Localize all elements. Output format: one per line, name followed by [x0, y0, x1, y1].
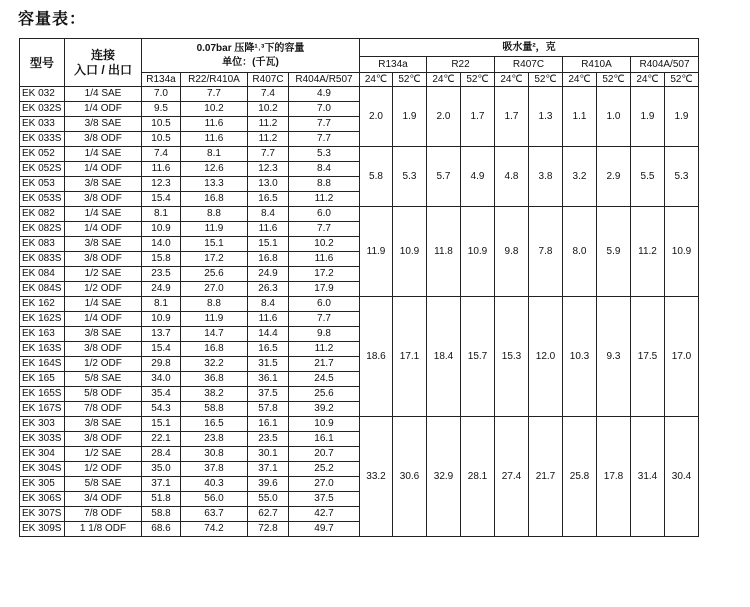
water-r134a-52-cell: 10.9 — [393, 207, 427, 297]
capacity-r404a-r507-cell: 24.5 — [289, 372, 360, 387]
connection-cell: 1/4 ODF — [65, 102, 142, 117]
capacity-r134a-cell: 15.8 — [142, 252, 181, 267]
connection-cell: 1/4 ODF — [65, 162, 142, 177]
capacity-r22-r410a-cell: 15.1 — [181, 237, 248, 252]
capacity-r134a-cell: 22.1 — [142, 432, 181, 447]
capacity-r134a-cell: 9.5 — [142, 102, 181, 117]
page-title: 容量表： — [18, 9, 87, 28]
capacity-r404a-r507-cell: 6.0 — [289, 207, 360, 222]
capacity-r22-r410a-cell: 30.8 — [181, 447, 248, 462]
cap-ref-r134a: R134a — [142, 73, 181, 87]
water-r404a-52-cell: 10.9 — [665, 207, 699, 297]
connection-cell: 1/2 SAE — [65, 447, 142, 462]
model-cell: EK 033S — [20, 132, 65, 147]
capacity-r22-r410a-cell: 11.9 — [181, 222, 248, 237]
capacity-r404a-r507-cell: 10.9 — [289, 417, 360, 432]
capacity-r404a-r507-cell: 16.1 — [289, 432, 360, 447]
capacity-r407c-cell: 23.5 — [248, 432, 289, 447]
capacity-r134a-cell: 37.1 — [142, 477, 181, 492]
capacity-r134a-cell: 58.8 — [142, 507, 181, 522]
temp-24: 24℃ — [427, 73, 461, 87]
capacity-r134a-cell: 54.3 — [142, 402, 181, 417]
connection-cell: 3/8 SAE — [65, 327, 142, 342]
capacity-r407c-cell: 8.4 — [248, 207, 289, 222]
connection-cell: 3/4 ODF — [65, 492, 142, 507]
connection-cell: 3/8 SAE — [65, 237, 142, 252]
capacity-r407c-cell: 11.2 — [248, 117, 289, 132]
capacity-r404a-r507-cell: 9.8 — [289, 327, 360, 342]
capacity-r134a-cell: 14.0 — [142, 237, 181, 252]
cap-ref-r407c: R407C — [248, 73, 289, 87]
connection-header-text: 连接 入口 / 出口 — [73, 47, 132, 77]
connection-cell: 5/8 SAE — [65, 477, 142, 492]
model-cell: EK 084S — [20, 282, 65, 297]
capacity-r22-r410a-cell: 32.2 — [181, 357, 248, 372]
capacity-r134a-cell: 15.4 — [142, 342, 181, 357]
model-cell: EK 307S — [20, 507, 65, 522]
capacity-r134a-cell: 12.3 — [142, 177, 181, 192]
connection-cell: 1/4 ODF — [65, 312, 142, 327]
water-r404a-52-cell: 5.3 — [665, 147, 699, 207]
capacity-r22-r410a-cell: 13.3 — [181, 177, 248, 192]
water-r134a-52-cell: 30.6 — [393, 417, 427, 537]
water-header: 吸水量²，克 — [360, 39, 699, 57]
capacity-r404a-r507-cell: 21.7 — [289, 357, 360, 372]
capacity-r22-r410a-cell: 27.0 — [181, 282, 248, 297]
connection-cell: 3/8 ODF — [65, 432, 142, 447]
capacity-r404a-r507-cell: 20.7 — [289, 447, 360, 462]
model-cell: EK 053S — [20, 192, 65, 207]
capacity-r134a-cell: 23.5 — [142, 267, 181, 282]
capacity-r404a-r507-cell: 10.2 — [289, 237, 360, 252]
capacity-table-body — [20, 87, 699, 537]
capacity-r407c-cell: 14.4 — [248, 327, 289, 342]
water-r22-52-cell: 4.9 — [461, 147, 495, 207]
water-r22-24-cell: 18.4 — [427, 297, 461, 417]
cap-ref-r22: R22/R410A — [181, 73, 248, 87]
connection-cell: 3/8 SAE — [65, 417, 142, 432]
capacity-r134a-cell: 10.9 — [142, 222, 181, 237]
temp-24: 24℃ — [631, 73, 665, 87]
water-r22-52-cell: 10.9 — [461, 207, 495, 297]
capacity-r407c-cell: 8.4 — [248, 297, 289, 312]
connection-cell: 1/4 SAE — [65, 297, 142, 312]
capacity-r404a-r507-cell: 42.7 — [289, 507, 360, 522]
water-r22-52-cell: 1.7 — [461, 87, 495, 147]
capacity-r407c-cell: 11.6 — [248, 222, 289, 237]
capacity-r134a-cell: 68.6 — [142, 522, 181, 537]
capacity-r407c-cell: 36.1 — [248, 372, 289, 387]
water-ref-r404a: R404A/507 — [631, 57, 699, 73]
water-r134a-52-cell: 5.3 — [393, 147, 427, 207]
model-cell: EK 053 — [20, 177, 65, 192]
capacity-r134a-cell: 7.0 — [142, 87, 181, 102]
water-r134a-24-cell: 5.8 — [360, 147, 393, 207]
connection-cell: 3/8 SAE — [65, 177, 142, 192]
water-r404a-52-cell: 17.0 — [665, 297, 699, 417]
capacity-r404a-r507-cell: 7.7 — [289, 132, 360, 147]
table-row — [20, 297, 699, 312]
capacity-r134a-cell: 34.0 — [142, 372, 181, 387]
capacity-r407c-cell: 16.8 — [248, 252, 289, 267]
capacity-r404a-r507-cell: 7.7 — [289, 312, 360, 327]
water-r404a-24-cell: 17.5 — [631, 297, 665, 417]
model-header: 型号 — [20, 39, 65, 87]
temp-52: 52℃ — [393, 73, 427, 87]
temp-52: 52℃ — [597, 73, 631, 87]
capacity-r404a-r507-cell: 8.8 — [289, 177, 360, 192]
capacity-r407c-cell: 15.1 — [248, 237, 289, 252]
capacity-r407c-cell: 7.4 — [248, 87, 289, 102]
temp-24: 24℃ — [495, 73, 529, 87]
connection-cell: 3/8 ODF — [65, 132, 142, 147]
capacity-unit: 单位：(千瓦) — [222, 56, 279, 68]
capacity-r22-r410a-cell: 11.6 — [181, 117, 248, 132]
water-ref-r134a: R134a — [360, 57, 427, 73]
capacity-r407c-cell: 11.2 — [248, 132, 289, 147]
capacity-r134a-cell: 35.4 — [142, 387, 181, 402]
capacity-r407c-cell: 57.8 — [248, 402, 289, 417]
water-r134a-52-cell: 17.1 — [393, 297, 427, 417]
capacity-r22-r410a-cell: 36.8 — [181, 372, 248, 387]
water-r410a-52-cell: 17.8 — [597, 417, 631, 537]
water-r407c-52-cell: 21.7 — [529, 417, 563, 537]
capacity-r134a-cell: 8.1 — [142, 207, 181, 222]
capacity-r407c-cell: 16.1 — [248, 417, 289, 432]
water-r410a-24-cell: 10.3 — [563, 297, 597, 417]
connection-cell: 1/2 ODF — [65, 357, 142, 372]
water-r404a-24-cell: 11.2 — [631, 207, 665, 297]
capacity-r407c-cell: 39.6 — [248, 477, 289, 492]
capacity-r407c-cell: 16.5 — [248, 192, 289, 207]
capacity-r134a-cell: 10.5 — [142, 132, 181, 147]
capacity-r22-r410a-cell: 40.3 — [181, 477, 248, 492]
capacity-r22-r410a-cell: 23.8 — [181, 432, 248, 447]
capacity-r407c-cell: 12.3 — [248, 162, 289, 177]
water-r407c-52-cell: 3.8 — [529, 147, 563, 207]
water-r134a-24-cell: 33.2 — [360, 417, 393, 537]
capacity-r134a-cell: 24.9 — [142, 282, 181, 297]
capacity-r22-r410a-cell: 63.7 — [181, 507, 248, 522]
table-row — [20, 147, 699, 162]
water-ref-r22: R22 — [427, 57, 495, 73]
connection-cell: 1/2 ODF — [65, 462, 142, 477]
water-r404a-52-cell: 30.4 — [665, 417, 699, 537]
capacity-r407c-cell: 26.3 — [248, 282, 289, 297]
capacity-title: 0.07bar 压降¹˒³下的容量 — [196, 42, 305, 54]
capacity-r404a-r507-cell: 25.2 — [289, 462, 360, 477]
water-r407c-52-cell: 12.0 — [529, 297, 563, 417]
capacity-r404a-r507-cell: 17.2 — [289, 267, 360, 282]
connection-cell: 3/8 ODF — [65, 342, 142, 357]
model-cell: EK 305 — [20, 477, 65, 492]
capacity-r22-r410a-cell: 8.8 — [181, 207, 248, 222]
table-row — [20, 207, 699, 222]
capacity-r404a-r507-cell: 7.0 — [289, 102, 360, 117]
capacity-r407c-cell: 37.1 — [248, 462, 289, 477]
capacity-r22-r410a-cell: 16.8 — [181, 192, 248, 207]
capacity-r134a-cell: 28.4 — [142, 447, 181, 462]
capacity-r22-r410a-cell: 16.5 — [181, 417, 248, 432]
capacity-r134a-cell: 8.1 — [142, 297, 181, 312]
water-r22-24-cell: 5.7 — [427, 147, 461, 207]
model-cell: EK 165S — [20, 387, 65, 402]
model-cell: EK 082S — [20, 222, 65, 237]
capacity-r22-r410a-cell: 10.2 — [181, 102, 248, 117]
water-ref-r407c: R407C — [495, 57, 563, 73]
connection-cell: 7/8 ODF — [65, 507, 142, 522]
water-r410a-52-cell: 5.9 — [597, 207, 631, 297]
water-r22-24-cell: 2.0 — [427, 87, 461, 147]
capacity-r134a-cell: 7.4 — [142, 147, 181, 162]
connection-cell: 1/2 ODF — [65, 282, 142, 297]
capacity-r404a-r507-cell: 7.7 — [289, 222, 360, 237]
connection-cell: 1/4 SAE — [65, 207, 142, 222]
capacity-r22-r410a-cell: 12.6 — [181, 162, 248, 177]
capacity-r407c-cell: 30.1 — [248, 447, 289, 462]
model-cell: EK 162S — [20, 312, 65, 327]
model-cell: EK 309S — [20, 522, 65, 537]
capacity-table — [19, 38, 699, 537]
capacity-r404a-r507-cell: 4.9 — [289, 87, 360, 102]
water-r410a-52-cell: 1.0 — [597, 87, 631, 147]
capacity-r404a-r507-cell: 25.6 — [289, 387, 360, 402]
water-r22-52-cell: 28.1 — [461, 417, 495, 537]
model-cell: EK 165 — [20, 372, 65, 387]
model-cell: EK 304 — [20, 447, 65, 462]
capacity-r407c-cell: 16.5 — [248, 342, 289, 357]
capacity-r22-r410a-cell: 37.8 — [181, 462, 248, 477]
water-r134a-24-cell: 2.0 — [360, 87, 393, 147]
capacity-r134a-cell: 13.7 — [142, 327, 181, 342]
water-r410a-24-cell: 1.1 — [563, 87, 597, 147]
capacity-r134a-cell: 35.0 — [142, 462, 181, 477]
table-row — [20, 87, 699, 102]
capacity-r407c-cell: 11.6 — [248, 312, 289, 327]
water-r410a-52-cell: 9.3 — [597, 297, 631, 417]
connection-cell: 3/8 ODF — [65, 252, 142, 267]
capacity-r404a-r507-cell: 17.9 — [289, 282, 360, 297]
model-cell: EK 032S — [20, 102, 65, 117]
model-cell: EK 052 — [20, 147, 65, 162]
capacity-r404a-r507-cell: 5.3 — [289, 147, 360, 162]
table-row — [20, 417, 699, 432]
model-cell: EK 052S — [20, 162, 65, 177]
capacity-r407c-cell: 24.9 — [248, 267, 289, 282]
capacity-r134a-cell: 15.4 — [142, 192, 181, 207]
capacity-header — [142, 39, 360, 73]
capacity-r404a-r507-cell: 8.4 — [289, 162, 360, 177]
water-r404a-52-cell: 1.9 — [665, 87, 699, 147]
cap-ref-r404a: R404A/R507 — [289, 73, 360, 87]
connection-cell: 7/8 ODF — [65, 402, 142, 417]
connection-cell: 1/4 SAE — [65, 87, 142, 102]
connection-cell: 1/4 SAE — [65, 147, 142, 162]
temp-52: 52℃ — [665, 73, 699, 87]
capacity-r22-r410a-cell: 16.8 — [181, 342, 248, 357]
connection-cell: 3/8 SAE — [65, 117, 142, 132]
connection-header — [65, 39, 142, 87]
model-cell: EK 164S — [20, 357, 65, 372]
water-r410a-24-cell: 25.8 — [563, 417, 597, 537]
capacity-r22-r410a-cell: 56.0 — [181, 492, 248, 507]
model-cell: EK 084 — [20, 267, 65, 282]
capacity-r22-r410a-cell: 11.6 — [181, 132, 248, 147]
water-r407c-24-cell: 27.4 — [495, 417, 529, 537]
capacity-r22-r410a-cell: 58.8 — [181, 402, 248, 417]
connection-cell: 5/8 SAE — [65, 372, 142, 387]
water-r22-52-cell: 15.7 — [461, 297, 495, 417]
capacity-r407c-cell: 37.5 — [248, 387, 289, 402]
water-r407c-52-cell: 7.8 — [529, 207, 563, 297]
water-r134a-24-cell: 18.6 — [360, 297, 393, 417]
water-r404a-24-cell: 31.4 — [631, 417, 665, 537]
water-ref-r410a: R410A — [563, 57, 631, 73]
connection-cell: 3/8 ODF — [65, 192, 142, 207]
model-cell: EK 032 — [20, 87, 65, 102]
water-r407c-24-cell: 9.8 — [495, 207, 529, 297]
capacity-r404a-r507-cell: 11.2 — [289, 342, 360, 357]
water-r407c-24-cell: 1.7 — [495, 87, 529, 147]
water-r407c-24-cell: 15.3 — [495, 297, 529, 417]
water-r134a-52-cell: 1.9 — [393, 87, 427, 147]
model-cell: EK 304S — [20, 462, 65, 477]
water-r404a-24-cell: 1.9 — [631, 87, 665, 147]
capacity-r407c-cell: 13.0 — [248, 177, 289, 192]
water-r410a-24-cell: 8.0 — [563, 207, 597, 297]
capacity-r407c-cell: 10.2 — [248, 102, 289, 117]
connection-cell: 5/8 ODF — [65, 387, 142, 402]
model-cell: EK 303S — [20, 432, 65, 447]
capacity-r22-r410a-cell: 7.7 — [181, 87, 248, 102]
capacity-r22-r410a-cell: 25.6 — [181, 267, 248, 282]
capacity-r134a-cell: 11.6 — [142, 162, 181, 177]
capacity-r407c-cell: 31.5 — [248, 357, 289, 372]
capacity-r404a-r507-cell: 39.2 — [289, 402, 360, 417]
water-r134a-24-cell: 11.9 — [360, 207, 393, 297]
capacity-r22-r410a-cell: 14.7 — [181, 327, 248, 342]
temp-24: 24℃ — [360, 73, 393, 87]
capacity-r404a-r507-cell: 37.5 — [289, 492, 360, 507]
capacity-r22-r410a-cell: 38.2 — [181, 387, 248, 402]
model-cell: EK 033 — [20, 117, 65, 132]
model-cell: EK 306S — [20, 492, 65, 507]
connection-cell: 1/2 SAE — [65, 267, 142, 282]
capacity-r22-r410a-cell: 74.2 — [181, 522, 248, 537]
capacity-r404a-r507-cell: 27.0 — [289, 477, 360, 492]
capacity-r134a-cell: 51.8 — [142, 492, 181, 507]
model-cell: EK 083 — [20, 237, 65, 252]
water-r410a-52-cell: 2.9 — [597, 147, 631, 207]
temp-52: 52℃ — [461, 73, 495, 87]
model-cell: EK 163S — [20, 342, 65, 357]
capacity-r22-r410a-cell: 11.9 — [181, 312, 248, 327]
connection-cell: 1 1/8 ODF — [65, 522, 142, 537]
capacity-r22-r410a-cell: 17.2 — [181, 252, 248, 267]
capacity-r404a-r507-cell: 11.6 — [289, 252, 360, 267]
capacity-r404a-r507-cell: 11.2 — [289, 192, 360, 207]
model-cell: EK 163 — [20, 327, 65, 342]
water-r22-24-cell: 11.8 — [427, 207, 461, 297]
capacity-r407c-cell: 7.7 — [248, 147, 289, 162]
model-cell: EK 167S — [20, 402, 65, 417]
capacity-r404a-r507-cell: 6.0 — [289, 297, 360, 312]
capacity-r404a-r507-cell: 7.7 — [289, 117, 360, 132]
model-cell: EK 083S — [20, 252, 65, 267]
capacity-r407c-cell: 55.0 — [248, 492, 289, 507]
capacity-r134a-cell: 15.1 — [142, 417, 181, 432]
water-r407c-52-cell: 1.3 — [529, 87, 563, 147]
water-r22-24-cell: 32.9 — [427, 417, 461, 537]
model-cell: EK 162 — [20, 297, 65, 312]
capacity-r134a-cell: 29.8 — [142, 357, 181, 372]
capacity-r134a-cell: 10.5 — [142, 117, 181, 132]
capacity-r22-r410a-cell: 8.8 — [181, 297, 248, 312]
temp-24: 24℃ — [563, 73, 597, 87]
capacity-r407c-cell: 72.8 — [248, 522, 289, 537]
water-r410a-24-cell: 3.2 — [563, 147, 597, 207]
model-cell: EK 082 — [20, 207, 65, 222]
capacity-r22-r410a-cell: 8.1 — [181, 147, 248, 162]
model-cell: EK 303 — [20, 417, 65, 432]
connection-cell: 1/4 ODF — [65, 222, 142, 237]
water-r407c-24-cell: 4.8 — [495, 147, 529, 207]
temp-52: 52℃ — [529, 73, 563, 87]
capacity-r407c-cell: 62.7 — [248, 507, 289, 522]
capacity-r404a-r507-cell: 49.7 — [289, 522, 360, 537]
water-r404a-24-cell: 5.5 — [631, 147, 665, 207]
capacity-r134a-cell: 10.9 — [142, 312, 181, 327]
